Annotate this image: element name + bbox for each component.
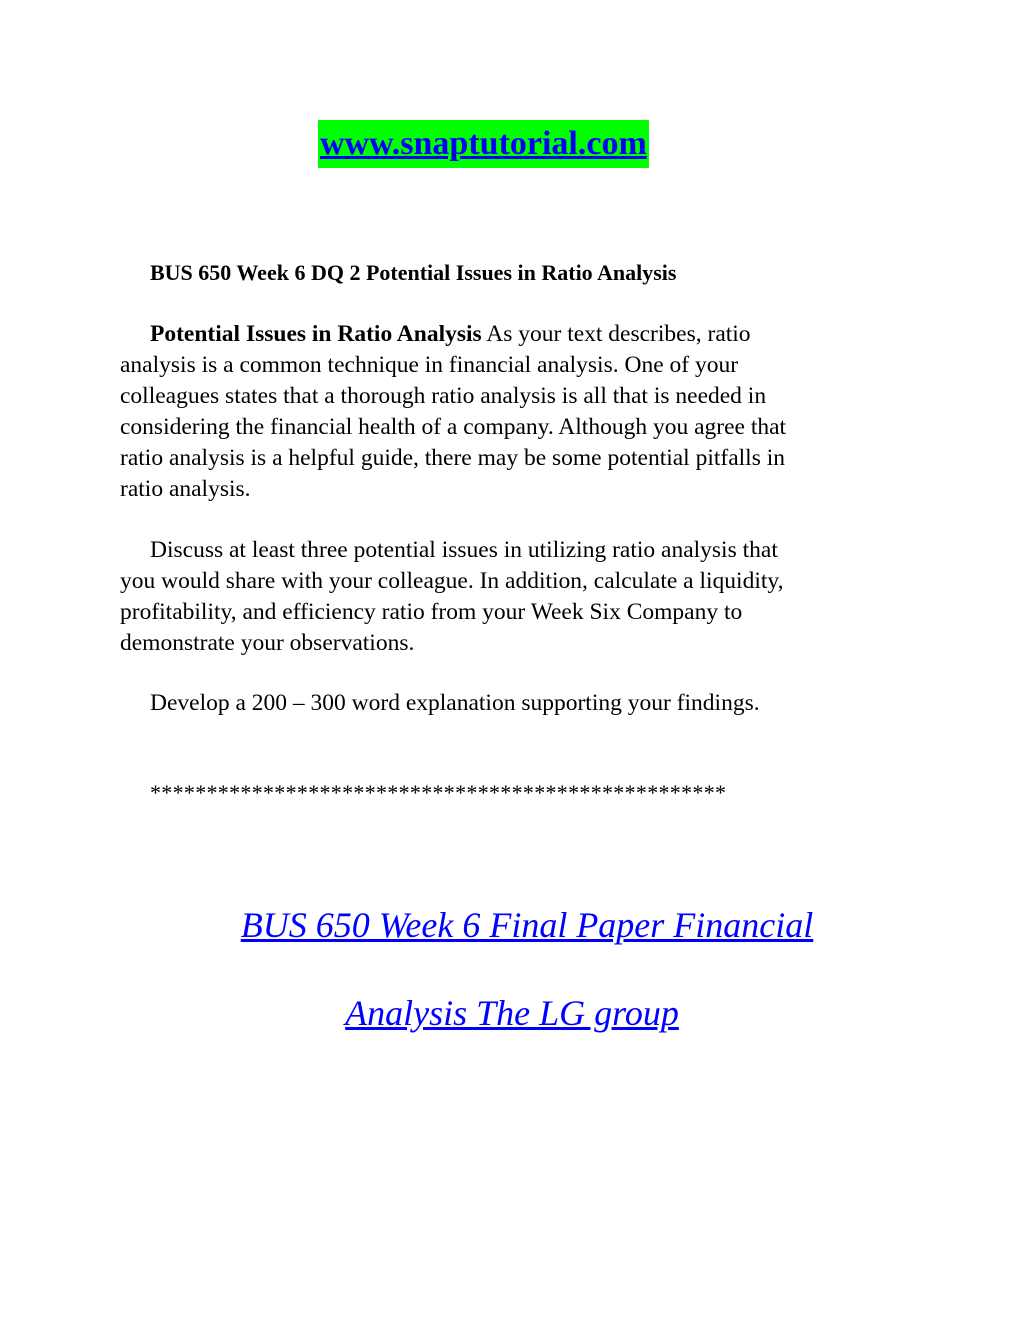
paragraph-intro-line-2: analysis is a common technique in financial analysis. One of your [120, 352, 739, 378]
dq-heading: BUS 650 Week 6 DQ 2 Potential Issues in Ratio Analysis [150, 260, 677, 285]
site-link[interactable]: www.snaptutorial.com [320, 125, 647, 162]
final-paper-link-line-1 [15, 902, 1024, 948]
paragraph-intro-line-6: ratio analysis. [120, 476, 251, 502]
paragraph-develop [120, 688, 900, 719]
paragraph-intro-line-1 [120, 319, 900, 350]
paragraph-develop-line-1: Develop a 200 – 300 word explanation supporting your findings. [150, 690, 760, 716]
paragraph-intro-line-5: ratio analysis is a helpful guide, there may be some potential pitfalls in [120, 445, 786, 471]
separator-stars: *************************************************** [150, 780, 727, 805]
paragraph-intro-line-1-rest: As your text describes, ratio [481, 321, 751, 347]
site-link-highlight [318, 120, 649, 168]
paragraph-discuss-line-4: demonstrate your observations. [120, 630, 415, 656]
paragraph-discuss-line-2: you would share with your colleague. In addition, calculate a liquidity, [120, 568, 784, 594]
final-paper-link-text-1[interactable]: BUS 650 Week 6 Final Paper Financial [240, 905, 814, 945]
final-paper-link-text-2[interactable]: Analysis The LG group [345, 993, 679, 1033]
paragraph-discuss-line-1: Discuss at least three potential issues in utilizing ratio analysis that [150, 537, 778, 563]
paragraph-intro-bold-lead: Potential Issues in Ratio Analysis [150, 321, 482, 347]
paragraph-intro [120, 319, 900, 505]
paragraph-discuss-line-3: profitability, and efficiency ratio from your Week Six Company to [120, 599, 743, 625]
paragraph-intro-line-3: colleagues states that a thorough ratio analysis is all that is needed in [120, 383, 767, 409]
paragraph-discuss [120, 535, 900, 659]
paragraph-intro-line-4: considering the financial health of a company. Although you agree that [120, 414, 787, 440]
final-paper-link-line-2 [0, 990, 1024, 1036]
